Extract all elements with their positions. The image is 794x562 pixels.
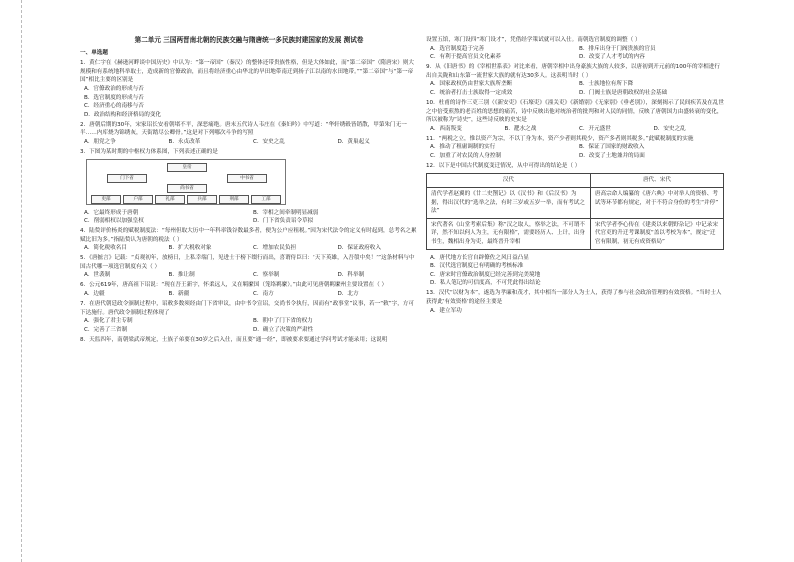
- option: B．汉代选官制度已有明确的考核标准: [430, 263, 524, 270]
- option: D．安史之乱: [653, 125, 686, 132]
- option: D．改变了土地兼并的局面: [579, 152, 645, 159]
- diagram-ministry: 工部: [251, 195, 281, 204]
- diagram-ministry: 兵部: [187, 195, 217, 204]
- diagram-menxia: 门下省: [107, 174, 147, 183]
- option: A．选官制度趋于完善: [430, 45, 485, 52]
- table-cell: 宋代学者李心传在《建炎以来朝野杂记》中记录宋代官吏的升迁考课制度“盖以考校为本”，规定“迁官有限制，初无有成资格局”: [590, 218, 723, 249]
- left-column: [80, 36, 418, 346]
- option: C．削弱相权以加强皇权: [84, 218, 144, 225]
- option: D．保证政府收入: [337, 245, 381, 252]
- question-stem: 7．在唐代朝廷政令颁制过程中，诏敕多数须经由门下省审议，由中书令宣诏，交尚书令执行，因而有“政事堂”议事，若一“敕”字，方可下达施行。唐代政令颁制过程体现了: [80, 301, 414, 316]
- option: D．门阀士族是唐朝政权的社会基础: [579, 89, 668, 96]
- option: B．扩大税收对象: [168, 245, 212, 252]
- power-structure-diagram: [86, 159, 286, 205]
- option: D．改变了人才考试的内容: [579, 54, 645, 61]
- question-stem: 5．《唐摭言》记载：“贞观初年，放榜日，上私幸端门，见进士于榜下缀行而出，喜谓侍臣曰：‘天下英雄，入吾彀中矣！’”这条材料与中国古代哪一项选官制度有关（ ）: [80, 255, 415, 270]
- question-stem: 3．下图为某时期的中枢权力体系图，下列表述正确的是: [80, 148, 218, 155]
- diagram-ministry: 刑部: [219, 195, 249, 204]
- question: [426, 36, 724, 62]
- question: [80, 148, 418, 226]
- left-question-list: [80, 59, 418, 344]
- option: B．排斥出身于门阀贵族的官员: [579, 45, 656, 52]
- question: [80, 336, 418, 345]
- option: C．经济重心的南移与否: [84, 103, 144, 110]
- question-stem: 10．杜甫的诗作三吏三别（《新安吏》《石壕吏》《潼关吏》《新婚别》《无家别》《垂老别》），深刻揭示了民间疾苦及在乱世之中倍受煎熬的老百姓的思想的痛苦，诗中反映出他对统治者的批判和对人民的同情，反映了唐朝国力由盛转衰的变化，所以被称为“诗史”，这些诗反映的史实是: [426, 99, 724, 124]
- table-row: [427, 218, 724, 249]
- option: D．北方: [337, 291, 359, 298]
- table-cell: 宋代著名《山堂考索后集》称“汉之取人，察举之法，不可谓不详，然不知以何人为主，无有限格”，需要经历人、上计，出身书生，魏相出身为吏，最终晋升宰相: [427, 218, 591, 249]
- option: B．士族地位有所下降: [579, 81, 634, 88]
- diagram-ministry: 礼部: [155, 195, 185, 204]
- options-row: [80, 209, 418, 218]
- option: C．加重了对农民的人身控制: [430, 152, 502, 159]
- option: D．确立了决策的严肃性: [253, 326, 314, 333]
- question-stem: 12．以下是中国古代制度变迁情况，从中可得出的结论是（ ）: [426, 162, 581, 169]
- options-row: [426, 80, 724, 89]
- question-stem: 13．汉代“以财为本”，遂选为孝廉和茂才，其中相当一部分人为士人，获得了参与社会政治管理的有效资格。“当时士人获得此‘有效资格’的途径主要是: [426, 290, 722, 305]
- option: B．保证了国家的财政收入: [579, 144, 645, 151]
- option: D．政治结构和经济格局的变化: [84, 111, 162, 118]
- options-row: [80, 138, 418, 147]
- diagram-ministry: 吏部: [91, 195, 121, 204]
- option: C．安史之乱: [253, 138, 285, 145]
- paper-title: 第二单元 三国两晋南北朝的民族交融与隋唐统一多民族封建国家的发展 测试卷: [134, 36, 364, 44]
- question-stem: 2．唐朝后期的30年，宋家诏长安看朝堵不平，深恶痛绝。唐末五代诗人韦庄在《秦妇吟》中写道：“华轩绣毂皆销散，甲第朱门无一半……内库烧为锦绣灰，天街踏尽公卿骨。”这是对下列哪次斗争的写照: [80, 121, 407, 137]
- question-stem: 6．公元619年，唐高祖下诏说：“现在吾王新宇，怀柔远人，义在羁縻国（笼络羁縻）。”由此可见唐朝羁縻州主要设置在（ ）: [80, 282, 388, 289]
- option: C．完善了三省制: [84, 326, 128, 333]
- question-stem: 设置五馆，寒门设四“寒门设才”，凭借经学策试就可以入仕。南朝选官制度的调整（ ）: [426, 37, 641, 43]
- option: D．私人笔记的可信度高，不可凭此得出结论: [430, 280, 541, 287]
- option: A．简化税收名目: [84, 245, 127, 252]
- question: [426, 135, 724, 161]
- option: C．南方: [253, 291, 274, 298]
- diagram-ministry: 户部: [123, 195, 153, 204]
- options-row: [426, 53, 724, 62]
- comparison-table: [426, 173, 724, 249]
- option: C．察举制: [253, 272, 280, 279]
- question: [426, 99, 724, 133]
- table-cell: 唐高宗命人编纂的《唐六典》中对举人的资格、考试等环节都有规定，对于不符合身份的考生“并停”: [590, 188, 723, 219]
- options-row: [80, 317, 418, 326]
- options-row: [426, 143, 724, 152]
- question-stem: 9．从《旧唐书》的《宰相世系表》对比来看，唐朝宰相中出身豪族大族的人较多，以唐初到开元前的100年的宰相进行出自关陇和山东第一流世家大族的就有达30多人。这表明当时（ ）: [426, 64, 720, 79]
- option: D．黄巢起义: [337, 138, 370, 145]
- option: C．开元盛世: [579, 125, 611, 132]
- question-stem: 4．陆贽评价杨炎的赋税制度法：“每州但取大历中一年科率钱谷数最多者，便为公户应租税。”因为宋代法令的定义有时起到，总考名之累赋比旧为多。”指陆贽认为唐朝的税法（ ）: [80, 228, 417, 243]
- option: A．西南叛变: [430, 125, 462, 132]
- option: B．选官制度的形成与否: [84, 94, 144, 101]
- option: A．它最终形成于唐朝: [84, 209, 139, 216]
- option: B．淝水之战: [504, 125, 537, 132]
- question: [426, 289, 724, 315]
- diagram-shangshu: 尚书省: [167, 184, 207, 193]
- option: B．新疆: [168, 291, 190, 298]
- option: C．有利于提高官员文化素养: [430, 54, 502, 61]
- binding-margin: [0, 0, 22, 562]
- options-row: [80, 326, 418, 335]
- question: [80, 121, 418, 147]
- options-row: [426, 89, 724, 98]
- option: A．国家政权仍由世家大族所垄断: [430, 81, 513, 88]
- table-row: [427, 188, 724, 219]
- option: D．门下省负责诏令草拟: [253, 218, 314, 225]
- question-stem: 1．黄仁宇在《赫逊河畔谈中国历史》中认为：“第一帝国”（秦汉）的整体还带贵族性格，但是大体如此，而“第二帝国”（隋唐宋）则大规模和有系统地科举取士，造成新的官僚政治，而且将经济重心由华北的旱田地带南迁到扬子江以南的水田地带。”“第二帝国”与“第一帝国”相比主要的区别是: [80, 60, 414, 84]
- options-row: [80, 271, 418, 280]
- option: C．增加农民负担: [253, 245, 297, 252]
- question-stem: 8．天监四年，南朝梁武帝规定，士族子弟要在30岁之后入仕，而且要“通一经”，即被要求要通过学问考试才能录用；这说明: [80, 336, 388, 343]
- option: A．世袭制: [84, 272, 111, 279]
- option: C．唐宋时官僚政治制度已经完善到完美境地: [430, 271, 541, 278]
- options-row: [80, 290, 418, 299]
- right-column: [426, 36, 724, 317]
- question: [426, 63, 724, 97]
- question: [80, 300, 418, 334]
- table-header-row: [427, 174, 724, 188]
- option: A．边疆: [84, 291, 105, 298]
- option: A．推动了租庸调制的实行: [430, 144, 496, 151]
- table-header-cell: 汉代: [427, 174, 591, 188]
- question: [80, 254, 418, 280]
- table-cell: 清代学者赵翼的《廿二史劄记》以《汉书》和《后汉书》为据，得出汉代的“选举之法，有时三岁或五岁一举，而有考试之法”: [427, 188, 591, 219]
- question-stem: 11．“两税之立，惟以资产为宗，不以丁身为本，资产少者则其税少，资产多者则其税多。”此赋税制度的实施: [426, 135, 694, 142]
- option: A．唐代地方长官自辟僚佐之风日益凸显: [430, 254, 529, 261]
- option: B．推让制: [168, 272, 195, 279]
- question: [426, 162, 724, 288]
- option: C．统治者打击士族取得一定成效: [430, 89, 513, 96]
- section-heading: 一、单选题: [80, 49, 108, 56]
- option: B．宰相之间牵制明显减弱: [253, 209, 319, 216]
- options-row: [80, 244, 418, 253]
- table-header-cell: 唐代、宋代: [590, 174, 723, 188]
- diagram-zhongshu: 中书省: [227, 174, 267, 183]
- question: [80, 227, 418, 253]
- options-row: [426, 45, 724, 54]
- option: A．强化了君主专制: [84, 318, 133, 325]
- options-row: [80, 217, 418, 226]
- right-question-list: [426, 36, 724, 315]
- option: B．朝中了门下省的权力: [253, 318, 313, 325]
- option: A．官僚政治的形成与否: [84, 85, 144, 92]
- option: A．建立军功: [430, 307, 462, 314]
- option: D．科举制: [337, 272, 365, 279]
- options-row: [426, 152, 724, 161]
- diagram-emperor: 皇帝: [167, 163, 207, 172]
- option: B．永贞改革: [168, 138, 201, 145]
- question: [80, 281, 418, 298]
- options-row: [426, 125, 724, 134]
- option: A．朋党之争: [84, 138, 116, 145]
- question: [80, 59, 418, 119]
